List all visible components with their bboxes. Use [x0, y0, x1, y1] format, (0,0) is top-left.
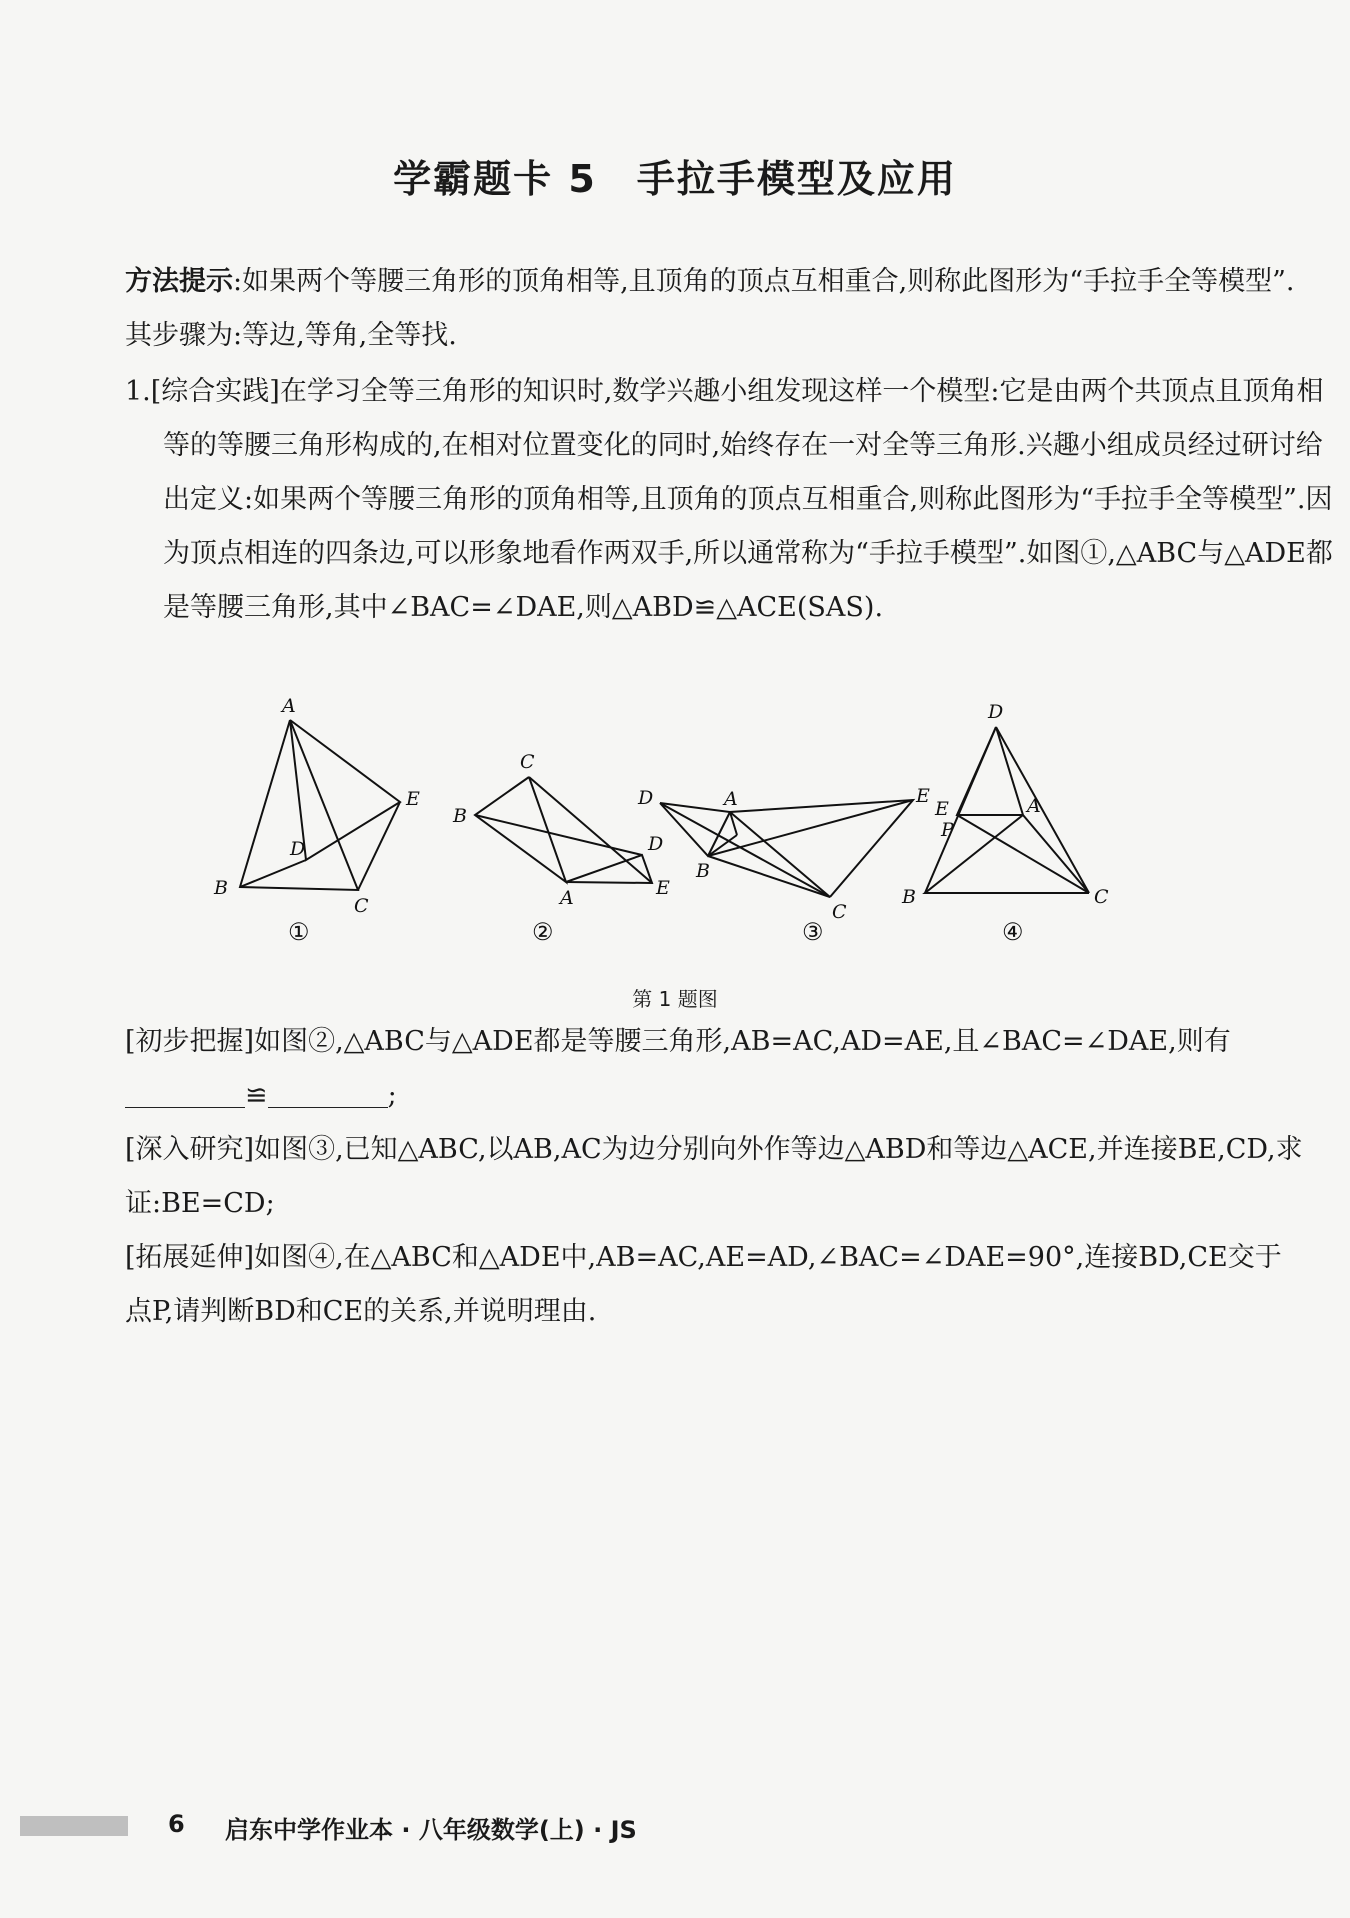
- fig2-label-d: D: [648, 833, 664, 855]
- hint-text: :如果两个等腰三角形的顶角相等,且顶角的顶点互相重合,则称此图形为“手拉手全等模型”.其步骤为:等边,等角,全等找.: [125, 266, 1295, 351]
- figure-3: [637, 785, 930, 946]
- fig4-label-a: A: [1027, 795, 1041, 817]
- part-1: [125, 1015, 1305, 1123]
- fig3-segment-ab: [708, 812, 730, 856]
- fig4-segment-ce: [957, 815, 1089, 893]
- fig3-label-e: E: [916, 785, 930, 807]
- fig2-triangle-abc: [475, 777, 566, 882]
- part-3: [拓展延伸]如图④,在△ABC和△ADE中,AB=AC,AE=AD,∠BAC=∠DAE=90°,连接BD,CE交于点P,请判断BD和CE的关系,并说明理由.: [125, 1242, 1282, 1327]
- figure-group: [200, 690, 1260, 950]
- question-1-text: 1.[综合实践]在学习全等三角形的知识时,数学兴趣小组发现这样一个模型:它是由两个共顶点且顶角相等的等腰三角形构成的,在相对位置变化的同时,始终存在一对全等三角形.兴趣小组成员经过研讨给出定义:如果两个等腰三角形的顶角相等,且顶角的顶点互相重合,则称此图形为“手拉手全等模型”.因为顶点相连的四条边,可以形象地看作两双手,所以通常称为“手拉手模型”.如图①,△ABC与△ADE都是等腰三角形,其中∠BAC=∠DAE,则△ABD≌△ACE(SAS).: [125, 376, 1333, 623]
- fig3-label-b: B: [696, 860, 710, 882]
- fig3-label-d: D: [638, 787, 654, 809]
- fig4-label-c: C: [1094, 886, 1109, 908]
- page-title: 学霸题卡 5 手拉手模型及应用: [393, 157, 957, 201]
- fig3-label-a: A: [724, 788, 738, 810]
- fig4-triangle-abc-side: [996, 727, 1089, 893]
- footer-bar: [20, 1816, 128, 1836]
- figure-caption: 第 1 题图: [632, 987, 718, 1011]
- fig2-label-e: E: [656, 877, 670, 899]
- answer-blank-1[interactable]: [125, 1077, 245, 1108]
- fig1-label-b: B: [214, 877, 228, 899]
- method-hint: [125, 255, 1305, 363]
- fig3-label-c: C: [832, 901, 847, 923]
- geometry-figures: [200, 690, 1260, 950]
- fig2-label-b: B: [453, 805, 467, 827]
- hint-label: 方法提示: [125, 266, 233, 297]
- fig1-label-e: E: [406, 788, 420, 810]
- fig2-segment-bd: [475, 815, 642, 855]
- page-number: 6: [168, 1810, 185, 1838]
- fig2-triangle-ade: [566, 855, 652, 883]
- congruent-symbol: ≌: [245, 1080, 268, 1111]
- fig2-label-c: C: [520, 751, 535, 773]
- question-1-parts: [125, 1015, 1305, 1339]
- fig1-label-a: A: [282, 695, 296, 717]
- answer-blank-2[interactable]: [268, 1077, 388, 1108]
- fig1-triangle-ade: [290, 720, 400, 860]
- fig2-label-a: A: [560, 887, 574, 909]
- book-title: 启东中学作业本 · 八年级数学(上) · JS: [225, 1816, 637, 1844]
- fig1-segment-bd: [240, 860, 306, 887]
- fig4-label-b: B: [902, 886, 916, 908]
- figure-1: [213, 695, 420, 946]
- fig2-number: ②: [532, 918, 554, 946]
- fig1-number: ①: [288, 918, 310, 946]
- page-footer: [20, 1808, 920, 1848]
- fig4-label-p: P: [941, 819, 954, 841]
- fig4-label-d: D: [988, 701, 1004, 723]
- fig1-label-c: C: [354, 895, 369, 917]
- fig3-number: ③: [802, 918, 824, 946]
- part-1-text: [初步把握]如图②,△ABC与△ADE都是等腰三角形,AB=AC,AD=AE,且∠BAC=∠DAE,则有: [125, 1026, 1231, 1057]
- fig1-label-d: D: [290, 838, 306, 860]
- fig4-label-e: E: [935, 798, 949, 820]
- part-2: [深入研究]如图③,已知△ABC,以AB,AC为边分别向外作等边△ABD和等边△ACE,并连接BE,CD,求证:BE=CD;: [125, 1134, 1303, 1219]
- fig4-number: ④: [1002, 918, 1024, 946]
- figure-4: [901, 701, 1109, 946]
- figure-2: [452, 751, 670, 946]
- part-1-end: ;: [387, 1080, 397, 1111]
- fig3-segment-cd: [660, 803, 830, 897]
